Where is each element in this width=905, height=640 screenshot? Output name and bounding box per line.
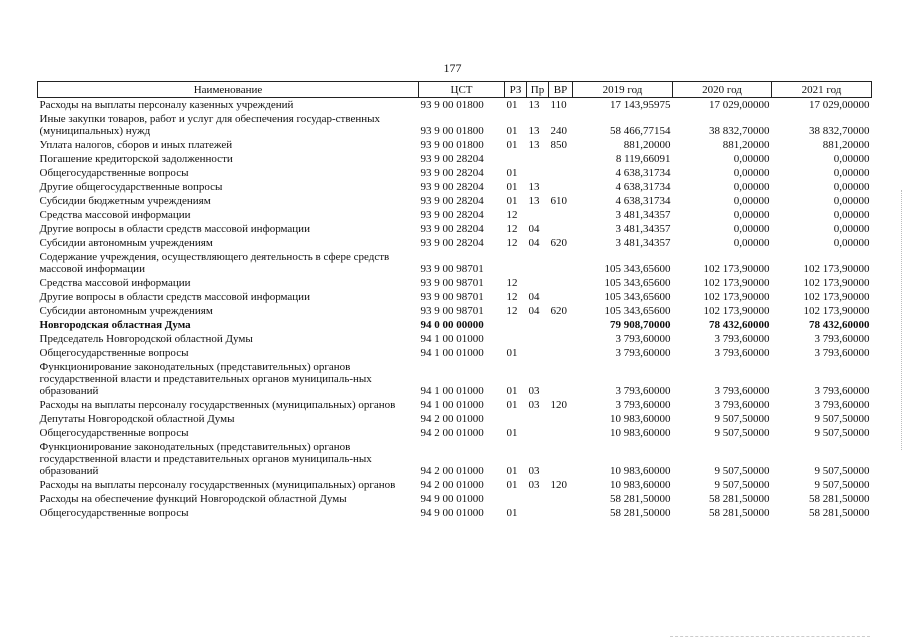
cell-2021: 3 793,60000 (814, 333, 870, 345)
cell-name: Другие общегосударственные вопросы (39, 181, 223, 193)
cell-name: Председатель Новгородской областной Думы (39, 333, 253, 345)
cell-cst: 93 9 00 01800 (420, 125, 484, 137)
cell-name: Иные закупки товаров, работ и услуг для обеспечения государ-ственных (муниципальных) нужд (39, 113, 381, 137)
table-row (38, 346, 872, 360)
cell-pr: 04 (528, 237, 540, 249)
cell-name: Уплата налогов, сборов и иных платежей (39, 139, 233, 151)
cell-rz (505, 412, 527, 426)
cell-rz (505, 332, 527, 346)
cell-name: Другие вопросы в области средств массовой информации (39, 223, 310, 235)
cell-2021: 58 281,50000 (809, 493, 870, 505)
cell-cst: 94 9 00 01000 (420, 493, 484, 505)
cell-2021: 9 507,50000 (814, 479, 870, 491)
table-row (38, 360, 872, 398)
table-row (38, 506, 872, 520)
cell-rz: 01 (506, 399, 518, 411)
cell-pr: 13 (528, 125, 540, 137)
cell-vr (549, 332, 573, 346)
cell-2019: 3 793,60000 (615, 347, 671, 359)
cell-2020: 0,00000 (733, 237, 770, 249)
cell-2019: 58 281,50000 (610, 493, 671, 505)
cell-pr (527, 426, 549, 440)
cell-vr (549, 426, 573, 440)
cell-2020: 3 793,60000 (714, 399, 770, 411)
table-row (38, 166, 872, 180)
cell-name: Функционирование законодательных (представительных) органов государственной власти и представительных органов муниципаль-ных образований (39, 361, 372, 397)
cell-pr (527, 506, 549, 520)
cell-pr: 03 (528, 399, 540, 411)
cell-cst: 93 9 00 98701 (420, 277, 484, 289)
cell-2019: 4 638,31734 (615, 167, 671, 179)
cell-2019: 4 638,31734 (615, 195, 671, 207)
cell-2019: 58 281,50000 (610, 507, 671, 519)
cell-cst: 93 9 00 28204 (420, 209, 484, 221)
cell-2019: 105 343,65600 (604, 277, 671, 289)
cell-vr (549, 318, 573, 332)
cell-rz: 01 (506, 195, 518, 207)
cell-2020: 58 281,50000 (709, 507, 770, 519)
cell-2019: 3 793,60000 (615, 399, 671, 411)
cell-2021: 102 173,90000 (803, 263, 870, 275)
cell-2019: 105 343,65600 (604, 291, 671, 303)
header-pr: Пр (527, 82, 549, 98)
cell-2020: 102 173,90000 (703, 305, 770, 317)
cell-2020: 102 173,90000 (703, 277, 770, 289)
cell-name: Функционирование законодательных (представительных) органов государственной власти и представительных органов муниципаль-ных образований (39, 441, 372, 477)
cell-name: Новгородская областная Дума (39, 319, 191, 331)
cell-2021: 3 793,60000 (814, 399, 870, 411)
cell-cst: 93 9 00 28204 (420, 181, 484, 193)
cell-2019: 10 983,60000 (610, 479, 671, 491)
cell-2021: 0,00000 (833, 209, 870, 221)
cell-2020: 0,00000 (733, 195, 770, 207)
cell-name: Субсидии бюджетным учреждениям (39, 195, 211, 207)
cell-2020: 9 507,50000 (714, 413, 770, 425)
cell-vr (549, 360, 573, 398)
cell-2019: 3 481,34357 (615, 209, 671, 221)
table-row (38, 194, 872, 208)
cell-name: Другие вопросы в области средств массовой информации (39, 291, 310, 303)
table-row (38, 222, 872, 236)
cell-2021: 9 507,50000 (814, 465, 870, 477)
cell-pr (527, 492, 549, 506)
cell-2021: 9 507,50000 (814, 413, 870, 425)
cell-2020: 0,00000 (733, 167, 770, 179)
cell-2019: 3 481,34357 (615, 223, 671, 235)
cell-2019: 4 638,31734 (615, 181, 671, 193)
cell-2019: 79 908,70000 (610, 319, 671, 331)
cell-pr (527, 346, 549, 360)
table-row (38, 276, 872, 290)
cell-rz: 01 (506, 427, 518, 439)
header-vr: ВР (549, 82, 573, 98)
cell-name: Расходы на выплаты персоналу государственных (муниципальных) органов (39, 479, 396, 491)
cell-2021: 38 832,70000 (809, 125, 870, 137)
cell-2019: 10 983,60000 (610, 413, 671, 425)
cell-pr: 13 (528, 195, 540, 207)
cell-2020: 3 793,60000 (714, 333, 770, 345)
cell-name: Расходы на выплаты персоналу казенных учреждений (39, 99, 294, 111)
cell-rz: 12 (506, 223, 518, 235)
table-row (38, 208, 872, 222)
table-row (38, 112, 872, 138)
cell-2020: 0,00000 (733, 153, 770, 165)
table-row (38, 98, 872, 113)
cell-vr: 120 (550, 479, 567, 491)
cell-2021: 0,00000 (833, 153, 870, 165)
cell-cst: 93 9 00 98701 (420, 291, 484, 303)
cell-2020: 9 507,50000 (714, 427, 770, 439)
cell-cst: 94 1 00 01000 (420, 399, 484, 411)
cell-rz (505, 492, 527, 506)
cell-2021: 0,00000 (833, 181, 870, 193)
cell-2020: 9 507,50000 (714, 465, 770, 477)
cell-name: Общегосударственные вопросы (39, 347, 189, 359)
cell-cst: 93 9 00 01800 (420, 99, 484, 111)
cell-pr (527, 166, 549, 180)
cell-vr (549, 492, 573, 506)
cell-cst: 93 9 00 28204 (420, 167, 484, 179)
table-row (38, 492, 872, 506)
header-cst: ЦСТ (419, 82, 505, 98)
table-row (38, 412, 872, 426)
cell-2020: 102 173,90000 (703, 263, 770, 275)
cell-cst: 93 9 00 28204 (420, 223, 484, 235)
cell-2021: 58 281,50000 (809, 507, 870, 519)
cell-2019: 58 466,77154 (610, 125, 671, 137)
cell-vr: 110 (550, 99, 567, 111)
cell-2020: 0,00000 (733, 223, 770, 235)
table-row (38, 138, 872, 152)
cell-pr: 03 (528, 465, 540, 477)
cell-pr: 13 (528, 139, 540, 151)
cell-rz: 01 (506, 167, 518, 179)
cell-rz: 12 (506, 237, 518, 249)
cell-vr (549, 180, 573, 194)
cell-2020: 78 432,60000 (709, 319, 770, 331)
cell-vr: 240 (550, 125, 567, 137)
cell-pr: 04 (528, 223, 540, 235)
cell-rz: 12 (506, 277, 518, 289)
cell-vr: 610 (550, 195, 567, 207)
cell-vr (549, 152, 573, 166)
cell-cst: 94 2 00 01000 (420, 465, 484, 477)
cell-cst: 94 0 00 00000 (420, 319, 484, 331)
cell-cst: 93 9 00 98701 (420, 263, 484, 275)
cell-2021: 102 173,90000 (803, 291, 870, 303)
cell-2020: 38 832,70000 (709, 125, 770, 137)
cell-pr (527, 250, 549, 276)
cell-2019: 3 793,60000 (615, 333, 671, 345)
cell-2021: 102 173,90000 (803, 277, 870, 289)
cell-vr (549, 346, 573, 360)
cell-vr (549, 440, 573, 478)
cell-2021: 9 507,50000 (814, 427, 870, 439)
cell-name: Субсидии автономным учреждениям (39, 237, 213, 249)
cell-vr (549, 250, 573, 276)
cell-name: Средства массовой информации (39, 277, 191, 289)
cell-rz: 01 (506, 181, 518, 193)
cell-name: Средства массовой информации (39, 209, 191, 221)
table-row (38, 180, 872, 194)
table-row (38, 332, 872, 346)
cell-rz: 12 (506, 209, 518, 221)
cell-pr (527, 276, 549, 290)
header-2021: 2021 год (772, 82, 872, 98)
cell-2020: 9 507,50000 (714, 479, 770, 491)
cell-2020: 102 173,90000 (703, 291, 770, 303)
table-row (38, 250, 872, 276)
cell-2021: 3 793,60000 (814, 385, 870, 397)
cell-vr (549, 166, 573, 180)
cell-pr: 03 (528, 479, 540, 491)
cell-rz: 01 (506, 507, 518, 519)
cell-vr (549, 276, 573, 290)
table-row (38, 236, 872, 250)
cell-2019: 105 343,65600 (604, 263, 671, 275)
cell-vr (549, 412, 573, 426)
cell-name: Общегосударственные вопросы (39, 167, 189, 179)
cell-pr (527, 152, 549, 166)
cell-2019: 881,20000 (623, 139, 671, 151)
cell-cst: 94 9 00 01000 (420, 507, 484, 519)
cell-2021: 102 173,90000 (803, 305, 870, 317)
cell-vr: 620 (550, 237, 567, 249)
table-row (38, 440, 872, 478)
cell-name: Общегосударственные вопросы (39, 507, 189, 519)
cell-2020: 0,00000 (733, 209, 770, 221)
cell-name: Депутаты Новгородской областной Думы (39, 413, 235, 425)
cell-cst: 93 9 00 01800 (420, 139, 484, 151)
cell-2020: 17 029,00000 (709, 99, 770, 111)
cell-cst: 94 2 00 01000 (420, 427, 484, 439)
cell-cst: 93 9 00 28204 (420, 237, 484, 249)
cell-rz: 01 (506, 385, 518, 397)
table-row (38, 290, 872, 304)
header-rz: РЗ (505, 82, 527, 98)
cell-2020: 58 281,50000 (709, 493, 770, 505)
cell-cst: 93 9 00 98701 (420, 305, 484, 317)
cell-vr (549, 290, 573, 304)
cell-name: Содержание учреждения, осуществляющего деятельность в сфере средств массовой информации (39, 251, 390, 275)
cell-2021: 0,00000 (833, 167, 870, 179)
cell-cst: 94 2 00 01000 (420, 479, 484, 491)
cell-pr: 13 (528, 99, 540, 111)
cell-pr (527, 412, 549, 426)
cell-rz (505, 152, 527, 166)
header-2019: 2019 год (573, 82, 673, 98)
cell-pr: 04 (528, 305, 540, 317)
table-row (38, 304, 872, 318)
cell-rz: 01 (506, 139, 518, 151)
cell-2021: 0,00000 (833, 237, 870, 249)
cell-2019: 3 793,60000 (615, 385, 671, 397)
cell-cst: 94 1 00 01000 (420, 347, 484, 359)
cell-cst: 93 9 00 28204 (420, 153, 484, 165)
cell-rz (505, 250, 527, 276)
table-row (38, 318, 872, 332)
cell-2019: 3 481,34357 (615, 237, 671, 249)
cell-pr (527, 332, 549, 346)
cell-name: Погашение кредиторской задолженности (39, 153, 233, 165)
cell-vr (549, 222, 573, 236)
cell-vr: 620 (550, 305, 567, 317)
scan-footer-mark (670, 636, 870, 638)
table-row (38, 426, 872, 440)
table-row (38, 152, 872, 166)
table-row (38, 398, 872, 412)
cell-pr: 03 (528, 385, 540, 397)
cell-name: Расходы на выплаты персоналу государственных (муниципальных) органов (39, 399, 396, 411)
cell-vr (549, 506, 573, 520)
cell-2021: 17 029,00000 (809, 99, 870, 111)
cell-name: Расходы на обеспечение функций Новгородской областной Думы (39, 493, 347, 505)
header-name: Наименование (38, 82, 419, 98)
cell-vr: 850 (550, 139, 567, 151)
cell-2019: 105 343,65600 (604, 305, 671, 317)
cell-rz: 12 (506, 305, 518, 317)
cell-2019: 8 119,66091 (615, 153, 671, 165)
cell-name: Общегосударственные вопросы (39, 427, 189, 439)
cell-2021: 881,20000 (822, 139, 870, 151)
cell-pr (527, 208, 549, 222)
cell-2020: 0,00000 (733, 181, 770, 193)
cell-2021: 0,00000 (833, 223, 870, 235)
cell-rz: 01 (506, 125, 518, 137)
table-row (38, 478, 872, 492)
cell-pr: 04 (528, 291, 540, 303)
cell-rz: 01 (506, 465, 518, 477)
cell-cst: 94 1 00 01000 (420, 385, 484, 397)
cell-2021: 0,00000 (833, 195, 870, 207)
cell-vr: 120 (550, 399, 567, 411)
cell-rz (505, 318, 527, 332)
cell-2020: 3 793,60000 (714, 385, 770, 397)
cell-name: Субсидии автономным учреждениям (39, 305, 213, 317)
cell-vr (549, 208, 573, 222)
cell-2019: 10 983,60000 (610, 427, 671, 439)
cell-cst: 94 2 00 01000 (420, 413, 484, 425)
cell-pr: 13 (528, 181, 540, 193)
page-number: 177 (443, 61, 462, 75)
cell-cst: 93 9 00 28204 (420, 195, 484, 207)
cell-pr (527, 318, 549, 332)
cell-rz: 01 (506, 99, 518, 111)
cell-cst: 94 1 00 01000 (420, 333, 484, 345)
cell-2019: 10 983,60000 (610, 465, 671, 477)
cell-rz: 01 (506, 347, 518, 359)
cell-2020: 3 793,60000 (714, 347, 770, 359)
cell-2021: 3 793,60000 (814, 347, 870, 359)
cell-2020: 881,20000 (722, 139, 770, 151)
header-2020: 2020 год (673, 82, 772, 98)
table-header-row (38, 82, 872, 98)
cell-2019: 17 143,95975 (610, 99, 671, 111)
cell-2021: 78 432,60000 (809, 319, 870, 331)
cell-rz: 01 (506, 479, 518, 491)
scan-edge-mark (901, 190, 903, 450)
budget-table (37, 81, 872, 520)
cell-rz: 12 (506, 291, 518, 303)
